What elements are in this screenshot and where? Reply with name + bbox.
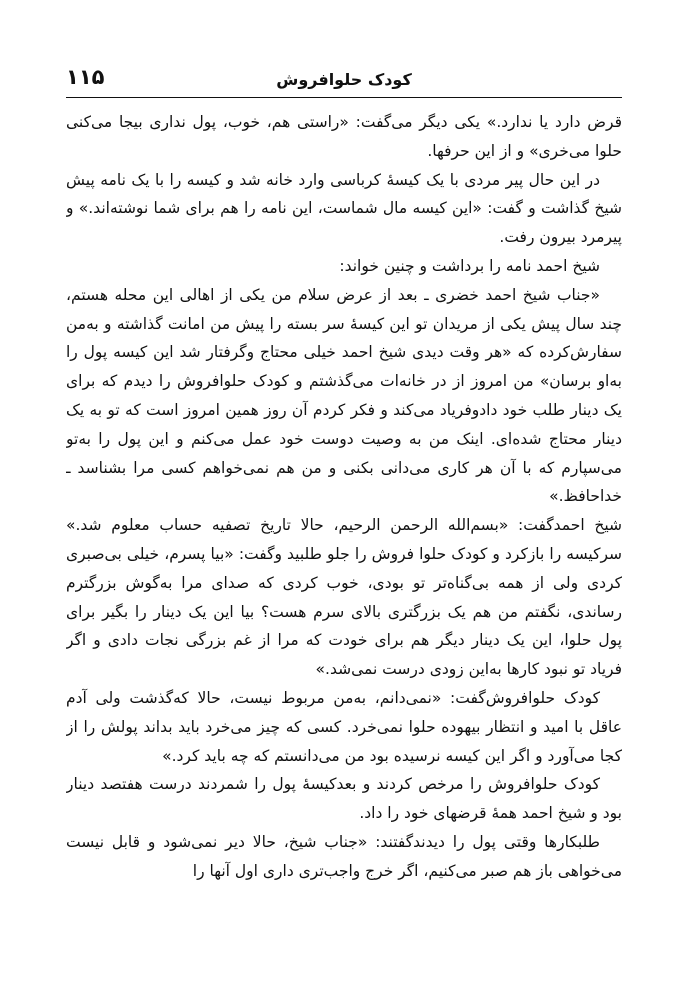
paragraph: کودک حلوافروش را مرخص کردند و بعدکیسهٔ پول را شمردند درست هفتصد دینار بود و شیخ احمد همهٔ قرضهای خود را داد. bbox=[66, 775, 622, 823]
paragraph: قرض دارد یا ندارد.» یکی دیگر می‌گفت: «راستی هم، خوب، پول نداری بیجا می‌کنی حلوا می‌خری» و از این حرفها. bbox=[66, 113, 622, 160]
body-text bbox=[66, 108, 622, 988]
paragraph: شیخ احمدگفت: «بسم‌الله الرحمن الرحیم، حالا تاریخ تصفیه حساب معلوم شد.» سرکیسه را بازکرد و کودک حلوا فروش را جلو طلبید وگفت: «بیا پسرم، خیلی بی‌صبری کردی ولی از همه بی‌گناه‌تر تو بودی، خوب کردی که صدای مرا به‌گوش بزرگترم رساندی، نگفتم من هم یک بزرگتری بالای سرم هست؟ بیا این یک دینار را بگیر برای پول حلوا، این یک دینار دیگر هم برای خودت که مرا از غم بزرگی نجات دادی و اگر فریاد تو نبود کارها به‌این زودی درست نمی‌شد.» bbox=[66, 516, 622, 679]
paragraph: طلبکارها وقتی پول را دیدندگفتند: «جناب شیخ، حالا دیر نمی‌شود و قابل نیست می‌خواهی باز هم صبر می‌کنیم، اگر خرج واجب‌تری داری اول آنها را bbox=[66, 832, 622, 880]
paragraph: شیخ احمد نامه را برداشت و چنین خواند: bbox=[339, 256, 600, 275]
paragraph: کودک حلوافروش‌گفت: «نمی‌دانم، به‌من مربوط نیست، حالا که‌گذشت ولی آدم عاقل با امید و انتظار بیهوده حلوا نمی‌خرد. کسی که چیز می‌خرد باید بداند پولش را از کجا می‌آورد و اگر این کیسه نرسیده بود من می‌دانستم که چه باید کرد.» bbox=[66, 688, 622, 765]
page-header bbox=[66, 64, 622, 98]
page-number: ۱۱۵ bbox=[66, 65, 105, 89]
header-rule bbox=[66, 97, 622, 98]
paragraph: در این حال پیر مردی با یک کیسهٔ کرباسی وارد خانه شد و کیسه را با یک نامه پیش شیخ گذاشت و گفت: «این کیسه مال شماست، این نامه را هم برای شما نوشته‌اند.» و پیرمرد بیرون رفت. bbox=[66, 170, 622, 247]
paragraph: «جناب شیخ احمد خضری ـ بعد از عرض سلام من یکی از اهالی این محله هستم، چند سال پیش یکی از مریدان تو این کیسهٔ سر بسته را پیش من امانت گذاشته و به‌من سفارش‌کرده که «هر وقت دیدی شیخ احمد خیلی محتاج وگرفتار شد این کیسه پول را به‌او برسان» من امروز از در خانه‌ات می‌گذشتم و کودک حلوافروش را دیدم که برای یک دینار طلب خود دادوفریاد می‌کند و فکر کردم آن روز همین امروز است که تو به یک دینار محتاج شده‌ای. اینک من به وصیت دوست خود عمل می‌کنم و این پول را به‌تو می‌سپارم که با آن هر کاری می‌دانی بکنی و من هم نمی‌خواهم کسی مرا بشناسد ـ خداحافظ.» bbox=[66, 285, 622, 506]
running-title: کودک حلوافروش bbox=[276, 70, 412, 89]
